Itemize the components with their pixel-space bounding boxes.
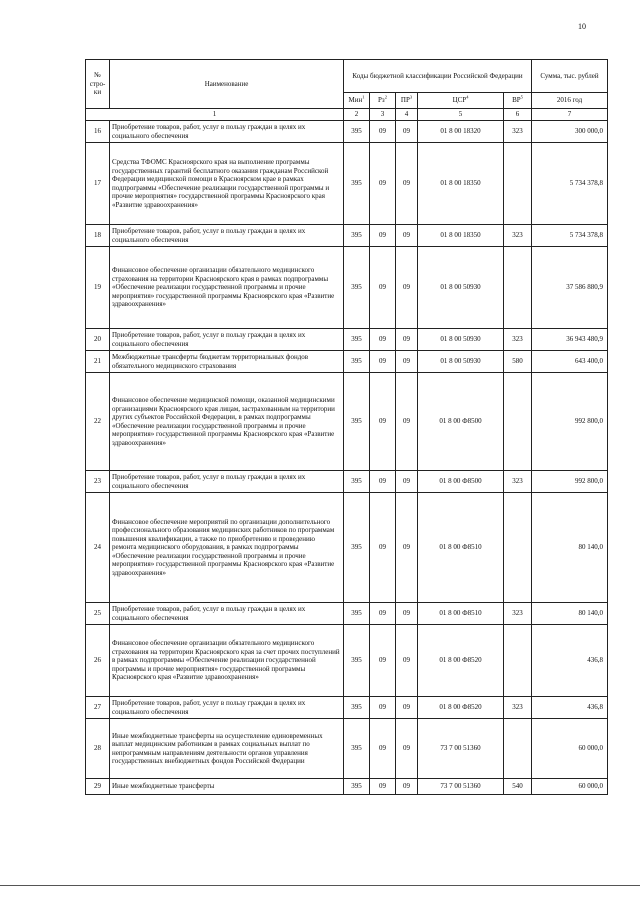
budget-classification-table — [85, 59, 608, 795]
page-bottom-divider — [0, 885, 640, 886]
row-name: Приобретение товаров, работ, услуг в пользу граждан в целях их социального обеспечения — [110, 697, 344, 719]
row-number: 16 — [86, 121, 110, 143]
row-rz-code: 09 — [370, 121, 396, 143]
row-min-code: 395 — [344, 121, 370, 143]
row-csr-code: 01 8 00 Ф8510 — [418, 603, 504, 625]
row-sum: 37 586 880,9 — [532, 247, 608, 329]
row-name: Приобретение товаров, работ, услуг в пользу граждан в целях их социального обеспечения — [110, 471, 344, 493]
row-pr-code: 09 — [396, 373, 418, 471]
column-number: 6 — [504, 109, 532, 121]
table-row — [86, 225, 608, 247]
row-pr-code: 09 — [396, 143, 418, 225]
row-rz-code: 09 — [370, 329, 396, 351]
table-row — [86, 121, 608, 143]
table-row — [86, 471, 608, 493]
row-csr-code: 01 8 00 Ф8500 — [418, 471, 504, 493]
header-row-number: № стро-ки — [86, 60, 110, 109]
header-rz: $Рз^2$ — [370, 93, 396, 109]
row-min-code: 395 — [344, 247, 370, 329]
row-name: Приобретение товаров, работ, услуг в пользу граждан в целях их социального обеспечения — [110, 121, 344, 143]
row-sum: 36 943 480,9 — [532, 329, 608, 351]
row-rz-code: 09 — [370, 373, 396, 471]
page-number: 10 — [578, 22, 586, 31]
row-min-code: 395 — [344, 471, 370, 493]
row-sum: 992 800,0 — [532, 471, 608, 493]
row-vr-code — [504, 247, 532, 329]
row-csr-code: 01 8 00 18320 — [418, 121, 504, 143]
row-name: Приобретение товаров, работ, услуг в пользу граждан в целях их социального обеспечения — [110, 225, 344, 247]
table-row — [86, 719, 608, 779]
table-row — [86, 779, 608, 795]
column-number: 5 — [418, 109, 504, 121]
row-min-code: 395 — [344, 697, 370, 719]
row-csr-code: 73 7 00 51360 — [418, 719, 504, 779]
row-sum: 60 000,0 — [532, 719, 608, 779]
row-name: Финансовое обеспечение медицинской помощи, оказанной медицинскими организациями Красноярского края лицам, застрахованным на территории других субъектов Российской Федерации, в рамках подпрограммы «Обеспечение реализации государственной программы и прочие мероприятия» государственной программы Красноярского края «Развитие здравоохранения» — [110, 373, 344, 471]
row-sum: 436,8 — [532, 625, 608, 697]
row-pr-code: 09 — [396, 779, 418, 795]
row-vr-code: 323 — [504, 121, 532, 143]
table-row — [86, 493, 608, 603]
row-rz-code: 09 — [370, 143, 396, 225]
header-sum: Сумма, тыс. рублей — [532, 60, 608, 93]
table-row — [86, 247, 608, 329]
column-number: 4 — [396, 109, 418, 121]
table-row — [86, 329, 608, 351]
row-csr-code: 01 8 00 Ф8520 — [418, 697, 504, 719]
row-number: 23 — [86, 471, 110, 493]
table-row — [86, 697, 608, 719]
row-csr-code: 01 8 00 Ф8520 — [418, 625, 504, 697]
column-number: 2 — [344, 109, 370, 121]
row-sum: 80 140,0 — [532, 603, 608, 625]
row-csr-code: 01 8 00 50930 — [418, 351, 504, 373]
row-min-code: 395 — [344, 373, 370, 471]
header-pr: $ПР^3$ — [396, 93, 418, 109]
row-csr-code: 73 7 00 51360 — [418, 779, 504, 795]
row-pr-code: 09 — [396, 351, 418, 373]
row-min-code: 395 — [344, 351, 370, 373]
header-budget-codes: Коды бюджетной классификации Российской Федерации — [344, 60, 532, 93]
row-name: Межбюджетные трансферты бюджетам территориальных фондов обязательного медицинского страхования — [110, 351, 344, 373]
row-pr-code: 09 — [396, 471, 418, 493]
row-number: 27 — [86, 697, 110, 719]
row-csr-code: 01 8 00 18350 — [418, 225, 504, 247]
row-min-code: 395 — [344, 779, 370, 795]
row-sum: 436,8 — [532, 697, 608, 719]
row-sum: 992 800,0 — [532, 373, 608, 471]
row-rz-code: 09 — [370, 351, 396, 373]
row-rz-code: 09 — [370, 471, 396, 493]
row-sum: 300 000,0 — [532, 121, 608, 143]
header-name: Наименование — [110, 60, 344, 109]
row-number: 20 — [86, 329, 110, 351]
row-pr-code: 09 — [396, 625, 418, 697]
row-vr-code — [504, 625, 532, 697]
row-rz-code: 09 — [370, 625, 396, 697]
row-rz-code: 09 — [370, 603, 396, 625]
row-pr-code: 09 — [396, 247, 418, 329]
row-vr-code: 580 — [504, 351, 532, 373]
row-vr-code — [504, 373, 532, 471]
row-min-code: 395 — [344, 603, 370, 625]
row-pr-code: 09 — [396, 719, 418, 779]
row-number: 17 — [86, 143, 110, 225]
row-rz-code: 09 — [370, 779, 396, 795]
header-year: 2016 год — [532, 93, 608, 109]
row-vr-code: 540 — [504, 779, 532, 795]
row-csr-code: 01 8 00 Ф8510 — [418, 493, 504, 603]
row-name: Приобретение товаров, работ, услуг в пользу граждан в целях их социального обеспечения — [110, 603, 344, 625]
row-pr-code: 09 — [396, 225, 418, 247]
row-min-code: 395 — [344, 143, 370, 225]
table-row — [86, 143, 608, 225]
row-number: 21 — [86, 351, 110, 373]
row-number: 19 — [86, 247, 110, 329]
row-pr-code: 09 — [396, 697, 418, 719]
row-name: Иные межбюджетные трансферты на осуществление единовременных выплат медицинским работникам в рамках социальных выплат по непрограммным направлениям деятельности органов управления государственных внебюджетных фондов Российской Федерации — [110, 719, 344, 779]
table-row — [86, 373, 608, 471]
table-row — [86, 625, 608, 697]
row-number: 28 — [86, 719, 110, 779]
row-rz-code: 09 — [370, 719, 396, 779]
row-sum: 643 400,0 — [532, 351, 608, 373]
row-name: Финансовое обеспечение мероприятий по организации дополнительного профессионального образования медицинских работников по программам повышения квалификации, а также по приобретению и проведению ремонта медицинского оборудования, в рамках подпрограммы «Обеспечение реализации государственной программы и прочие мероприятия» государственной программы Красноярского края «Развитие здравоохранения» — [110, 493, 344, 603]
row-number: 24 — [86, 493, 110, 603]
row-sum: 5 734 378,8 — [532, 143, 608, 225]
row-pr-code: 09 — [396, 493, 418, 603]
row-vr-code: 323 — [504, 603, 532, 625]
row-sum: 5 734 378,8 — [532, 225, 608, 247]
row-name: Финансовое обеспечение организации обязательного медицинского страхования на территории Красноярского края за счет прочих поступлений в рамках подпрограммы «Обеспечение реализации государственной программы и прочие мероприятия» государственной программы Красноярского края «Развитие здравоохранения» — [110, 625, 344, 697]
row-pr-code: 09 — [396, 603, 418, 625]
header-min: Мин$^1$ — [344, 93, 370, 109]
row-sum: 60 000,0 — [532, 779, 608, 795]
row-vr-code — [504, 143, 532, 225]
table-row — [86, 603, 608, 625]
row-vr-code — [504, 719, 532, 779]
column-number: 7 — [532, 109, 608, 121]
row-vr-code: 323 — [504, 697, 532, 719]
row-vr-code: 323 — [504, 329, 532, 351]
row-min-code: 395 — [344, 225, 370, 247]
row-min-code: 395 — [344, 719, 370, 779]
row-number: 26 — [86, 625, 110, 697]
row-csr-code: 01 8 00 50930 — [418, 247, 504, 329]
row-rz-code: 09 — [370, 493, 396, 603]
row-rz-code: 09 — [370, 697, 396, 719]
row-min-code: 395 — [344, 493, 370, 603]
row-number: 22 — [86, 373, 110, 471]
row-name: Приобретение товаров, работ, услуг в пользу граждан в целях их социального обеспечения — [110, 329, 344, 351]
table-row — [86, 351, 608, 373]
row-min-code: 395 — [344, 625, 370, 697]
row-pr-code: 09 — [396, 329, 418, 351]
row-rz-code: 09 — [370, 247, 396, 329]
row-vr-code — [504, 493, 532, 603]
row-number: 25 — [86, 603, 110, 625]
header-vr: $ВР^5$ — [504, 93, 532, 109]
row-vr-code: 323 — [504, 471, 532, 493]
row-csr-code: 01 8 00 50930 — [418, 329, 504, 351]
column-number: 3 — [370, 109, 396, 121]
row-rz-code: 09 — [370, 225, 396, 247]
row-number: 29 — [86, 779, 110, 795]
column-number: 1 — [86, 109, 344, 121]
row-number: 18 — [86, 225, 110, 247]
row-vr-code: 323 — [504, 225, 532, 247]
row-name: Финансовое обеспечение организации обязательного медицинского страхования на территории Красноярского края в рамках подпрограммы «Обеспечение реализации государственной программы и прочие мероприятия» государственной программы Красноярского края «Развитие здравоохранения» — [110, 247, 344, 329]
row-sum: 80 140,0 — [532, 493, 608, 603]
header-csr: ЦСР$^4$ — [418, 93, 504, 109]
row-csr-code: 01 8 00 18350 — [418, 143, 504, 225]
row-name: Средства ТФОМС Красноярского края на выполнение программы государственных гарантий бесплатного оказания гражданам Российской Федерации медицинской помощи в Красноярском крае в рамках подпрограммы «Обеспечение реализации государственной программы и прочие мероприятия» государственной программы Красноярского края «Развитие здравоохранения» — [110, 143, 344, 225]
row-min-code: 395 — [344, 329, 370, 351]
row-name: Иные межбюджетные трансферты — [110, 779, 344, 795]
row-pr-code: 09 — [396, 121, 418, 143]
row-csr-code: 01 8 00 Ф8500 — [418, 373, 504, 471]
column-number-row — [86, 109, 608, 121]
